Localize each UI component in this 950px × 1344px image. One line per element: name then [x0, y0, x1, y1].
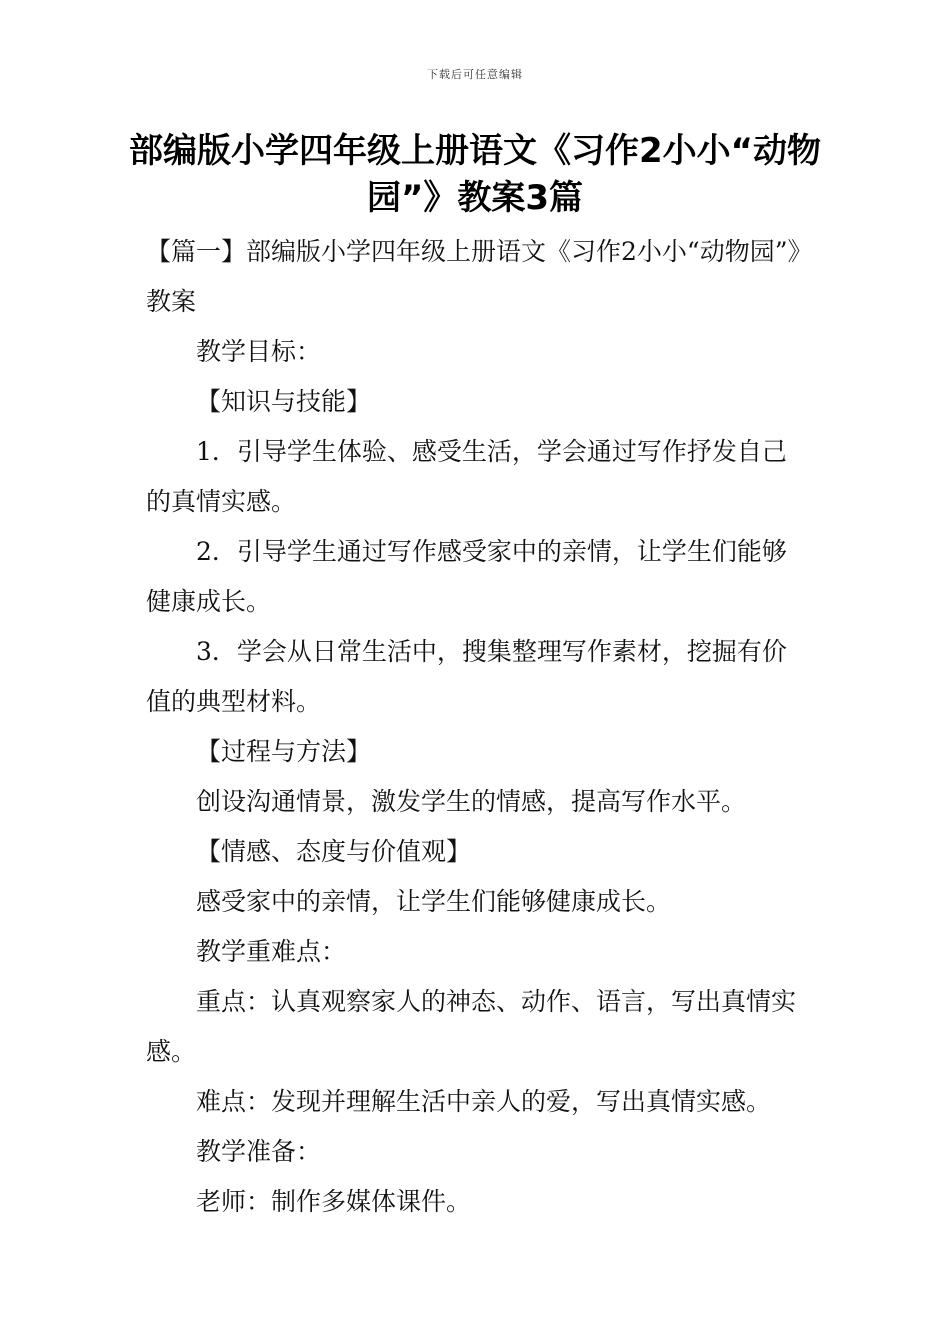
- paragraph-goal-1: 1．引导学生体验、感受生活，学会通过写作抒发自己的真情实感。: [146, 437, 787, 516]
- document-body: [146, 227, 810, 1227]
- paragraph-preparation: 教学准备：: [196, 1137, 322, 1166]
- section-heading: 【篇一】部编版小学四年级上册语文《习作2小小“动物园”》教案: [146, 237, 800, 316]
- paragraph-difficult-points: 难点：发现并理解生活中亲人的爱，写出真情实感。: [196, 1087, 772, 1116]
- paragraph-key-difficulties: 教学重难点：: [196, 937, 347, 966]
- paragraph-goal-2: 2．引导学生通过写作感受家中的亲情，让学生们能够健康成长。: [146, 537, 787, 616]
- paragraph-emotion-text: 感受家中的亲情，让学生们能够健康成长。: [196, 887, 672, 916]
- paragraph-process-method: 【过程与方法】: [196, 737, 372, 766]
- paragraph-emotion-values: 【情感、态度与价值观】: [196, 837, 472, 866]
- paragraph-knowledge-skills: 【知识与技能】: [196, 387, 372, 416]
- paragraph-teacher-prep: 老师：制作多媒体课件。: [196, 1187, 472, 1216]
- paragraph-key-points: 重点：认真观察家人的神态、动作、语言，写出真情实感。: [146, 987, 797, 1066]
- paragraph-process-text: 创设沟通情景，激发学生的情感，提高写作水平。: [196, 787, 747, 816]
- paragraph-goal-3: 3．学会从日常生活中，搜集整理写作素材，挖掘有价值的典型材料。: [146, 637, 787, 716]
- paragraph-teaching-goals: 教学目标：: [196, 337, 322, 366]
- document-title: 部编版小学四年级上册语文《习作2小小“动物园”》教案3篇: [128, 131, 821, 218]
- header-note: 下载后可任意编辑: [427, 68, 523, 81]
